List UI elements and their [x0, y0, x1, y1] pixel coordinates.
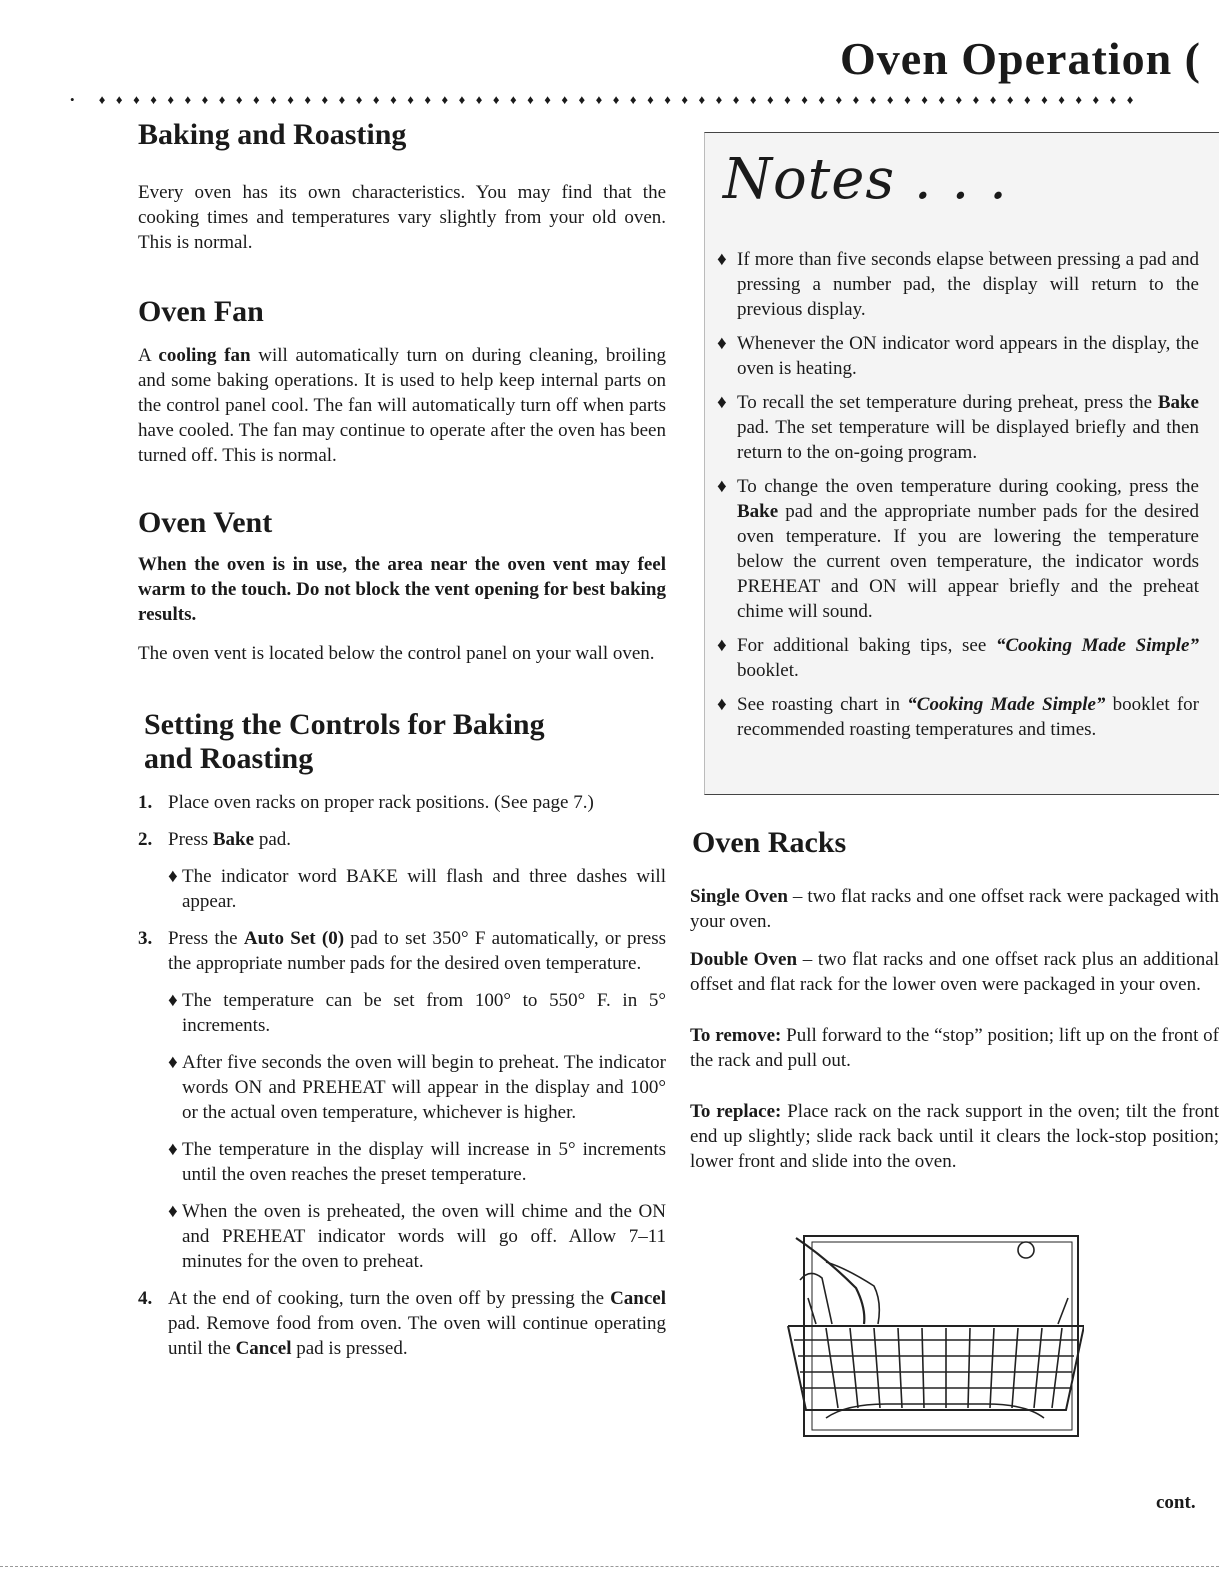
oven-vent-paragraph: The oven vent is located below the control panel on your wall oven. [138, 643, 655, 664]
note-item: ♦ For additional baking tips, see “Cooking Made Simple” booklet. [717, 635, 1199, 681]
section-title-oven-racks: Oven Racks [692, 826, 847, 859]
notes-list [717, 247, 1199, 751]
step-item: 4. At the end of cooking, turn the oven off by pressing the Cancel pad. Remove food from oven. The oven will continue operating until the Cancel pad is pressed. [138, 1288, 666, 1359]
oven-vent-warning: When the oven is in use, the area near the oven vent may feel warm to the touch. Do not block the vent opening for best baking results. [138, 554, 666, 625]
section-title-controls: Setting the Controls for Baking and Roasting [144, 708, 545, 775]
bottom-divider [0, 1566, 1219, 1567]
section-title-oven-fan: Oven Fan [138, 295, 264, 328]
section-title-baking: Baking and Roasting [138, 118, 407, 151]
page-title: Oven Operation ( [840, 33, 1201, 84]
step-bullet: ♦ The temperature in the display will increase in 5° increments until the oven reaches the preset temperature. [168, 1139, 666, 1185]
single-oven-paragraph: Single Oven – two flat racks and one offset rack were packaged with your oven. [690, 886, 1219, 932]
right-column [690, 826, 1219, 1174]
oven-fan-paragraph: A cooling fan will automatically turn on during cleaning, broiling and some baking operations. It is used to help keep internal parts on the control panel cool. The fan will automatically turn off when parts have cooled. The fan may continue to operate after the oven has been turned off. This is normal. [138, 345, 666, 466]
note-item: ♦ To change the oven temperature during cooking, press the Bake pad and the appropriate number pads for the desired oven temperature. If you are lowering the temperature below the current oven temperature, the indicator words PREHEAT and ON will appear briefly and the preheat chime will sound. [717, 476, 1199, 622]
section-title-oven-vent: Oven Vent [138, 506, 273, 539]
step-bullet: ♦ When the oven is preheated, the oven will chime and the ON and PREHEAT indicator words will go off. Allow 7–11 minutes for the oven to preheat. [168, 1201, 666, 1272]
note-item: ♦ If more than five seconds elapse between pressing a pad and pressing a number pad, the display will return to the previous display. [717, 249, 1199, 320]
remove-rack-paragraph: To remove: Pull forward to the “stop” position; lift up on the front of the rack and pull out. [690, 1025, 1219, 1071]
oven-rack-illustration [786, 1228, 1084, 1440]
baking-paragraph: Every oven has its own characteristics. You may find that the cooking times and temperatures vary slightly from your old oven. This is normal. [138, 182, 666, 253]
left-column [138, 118, 666, 1361]
step-bullet: ♦ After five seconds the oven will begin to preheat. The indicator words ON and PREHEAT will appear in the display and 100° or the actual oven temperature, whichever is higher. [168, 1052, 666, 1123]
note-item: ♦ Whenever the ON indicator word appears in the display, the oven is heating. [717, 333, 1199, 379]
notes-title: Notes . . . [723, 147, 1008, 212]
note-item: ♦ See roasting chart in “Cooking Made Simple” booklet for recommended roasting temperatures and times. [717, 694, 1199, 740]
double-oven-paragraph: Double Oven – two flat racks and one offset rack plus an additional offset and flat rack for the lower oven were packaged in your oven. [690, 949, 1219, 995]
continued-label: cont. [1156, 1492, 1196, 1513]
step-item: 1. Place oven racks on proper rack positions. (See page 7.) [138, 792, 594, 813]
steps-list [138, 790, 666, 1361]
step-bullet: ♦ The temperature can be set from 100° to 550° F. in 5° increments. [168, 990, 666, 1036]
diamond-divider: • ♦♦♦♦♦♦♦♦♦♦♦♦♦♦♦♦♦♦♦♦♦♦♦♦♦♦♦♦♦♦♦♦♦♦♦♦♦♦♦♦♦♦♦♦♦♦♦♦♦♦♦♦♦♦♦♦♦♦♦♦♦ [70, 92, 1144, 107]
step-item: 2. Press Bake pad. [138, 829, 291, 850]
replace-rack-paragraph: To replace: Place rack on the rack support in the oven; tilt the front end up slightly; slide rack back until it clears the lock-stop position; lower front and slide into the oven. [690, 1101, 1219, 1172]
step-bullet: ♦ The indicator word BAKE will flash and three dashes will appear. [168, 866, 666, 912]
step-item: 3. Press the Auto Set (0) pad to set 350° F automatically, or press the appropriate number pads for the desired oven temperature. [138, 928, 666, 974]
note-item: ♦ To recall the set temperature during preheat, press the Bake pad. The set temperature will be displayed briefly and then return to the on-going program. [717, 392, 1199, 463]
notes-box [704, 132, 1219, 795]
